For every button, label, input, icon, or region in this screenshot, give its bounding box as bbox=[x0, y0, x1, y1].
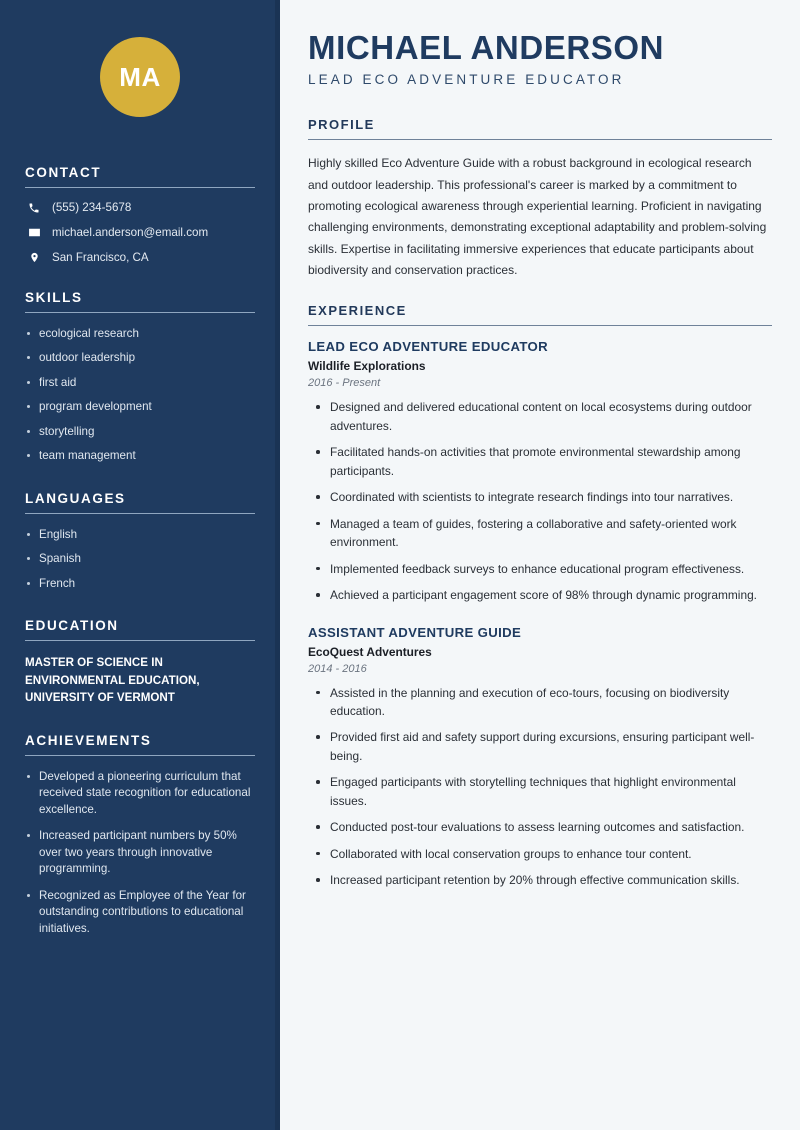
main-content bbox=[280, 0, 800, 1130]
contact-location-row[interactable] bbox=[25, 251, 255, 264]
contact-email-row[interactable] bbox=[25, 226, 255, 239]
phone-icon bbox=[25, 202, 43, 214]
list-item: Collaborated with local conservation groups to enhance tour content. bbox=[308, 845, 772, 863]
contact-location-text: San Francisco, CA bbox=[52, 251, 149, 264]
list-item: Managed a team of guides, fostering a collaborative and safety-oriented work environment. bbox=[308, 515, 772, 552]
list-item: Facilitated hands-on activities that promote environmental stewardship among participants. bbox=[308, 443, 772, 480]
list-item: English bbox=[25, 527, 255, 543]
list-item: ecological research bbox=[25, 326, 255, 342]
achievements-list bbox=[25, 769, 255, 937]
skills-divider bbox=[25, 312, 255, 313]
list-item: Achieved a participant engagement score of 98% through dynamic programming. bbox=[308, 586, 772, 604]
education-divider bbox=[25, 640, 255, 641]
avatar-container bbox=[25, 0, 255, 117]
education-section bbox=[25, 618, 255, 707]
page-title: MICHAEL ANDERSON bbox=[308, 29, 665, 66]
education-line: ENVIRONMENTAL EDUCATION, bbox=[25, 673, 200, 687]
contact-section bbox=[25, 165, 255, 264]
achievements-section bbox=[25, 733, 255, 937]
job-company: Wildlife Explorations bbox=[308, 359, 426, 374]
experience-section bbox=[308, 303, 772, 889]
list-item: Implemented feedback surveys to enhance educational program effectiveness. bbox=[308, 560, 772, 578]
avatar: MA bbox=[100, 37, 180, 117]
experience-entry bbox=[308, 339, 772, 604]
job-title: LEAD ECO ADVENTURE EDUCATOR bbox=[308, 339, 548, 355]
list-item: Conducted post-tour evaluations to assess learning outcomes and satisfaction. bbox=[308, 818, 772, 836]
job-title: ASSISTANT ADVENTURE GUIDE bbox=[308, 624, 522, 640]
job-role-subtitle: LEAD ECO ADVENTURE EDUCATOR bbox=[308, 72, 625, 88]
experience-divider bbox=[308, 325, 772, 326]
profile-text: Highly skilled Eco Adventure Guide with a robust background in ecological research and outdoor leadership. This professional's career is marked by a commitment to promoting ecological awareness through experiential learning. Proficient in navigating challenging environments, demonstrating exceptional adaptability and problem-solving skills. Expertise in facilitating immersive experiences that educate participants about biodiversity and conservation practices. bbox=[308, 156, 767, 278]
list-item: Increased participant retention by 20% through effective communication skills. bbox=[308, 871, 772, 889]
map-pin-icon bbox=[25, 251, 43, 264]
skills-section bbox=[25, 290, 255, 465]
list-item: Provided first aid and safety support during excursions, ensuring participant well-being. bbox=[308, 728, 772, 765]
job-bullets bbox=[308, 684, 772, 890]
profile-divider bbox=[308, 139, 772, 140]
languages-section bbox=[25, 491, 255, 592]
envelope-icon bbox=[25, 226, 43, 239]
skills-heading: SKILLS bbox=[25, 290, 83, 305]
contact-email-text: michael.anderson@email.com bbox=[52, 226, 209, 239]
profile-heading: PROFILE bbox=[308, 117, 375, 133]
languages-list bbox=[25, 527, 255, 592]
list-item: Designed and delivered educational content on local ecosystems during outdoor adventures. bbox=[308, 398, 772, 435]
contact-divider bbox=[25, 187, 255, 188]
experience-heading: EXPERIENCE bbox=[308, 303, 407, 319]
achievements-heading: ACHIEVEMENTS bbox=[25, 732, 152, 748]
sidebar bbox=[0, 0, 280, 1130]
list-item: storytelling bbox=[25, 424, 255, 440]
job-company: EcoQuest Adventures bbox=[308, 644, 432, 659]
list-item: Assisted in the planning and execution of eco-tours, focusing on biodiversity education. bbox=[308, 684, 772, 721]
languages-heading: LANGUAGES bbox=[25, 490, 126, 506]
achievements-divider bbox=[25, 755, 255, 756]
education-entry bbox=[25, 654, 255, 707]
list-item: Developed a pioneering curriculum that received state recognition for educational excellence. bbox=[25, 769, 255, 818]
contact-heading: CONTACT bbox=[25, 165, 102, 180]
list-item: Spanish bbox=[25, 551, 255, 567]
job-bullets bbox=[308, 398, 772, 604]
languages-divider bbox=[25, 513, 255, 514]
list-item: Engaged participants with storytelling techniques that highlight environmental issues. bbox=[308, 773, 772, 810]
job-dates: 2016 - Present bbox=[308, 377, 381, 390]
education-line: MASTER OF SCIENCE IN bbox=[25, 656, 163, 670]
list-item: Coordinated with scientists to integrate research findings into tour narratives. bbox=[308, 488, 772, 506]
list-item: program development bbox=[25, 399, 255, 415]
skills-list bbox=[25, 326, 255, 465]
list-item: Increased participant numbers by 50% over two years through innovative programming. bbox=[25, 828, 255, 877]
education-heading: EDUCATION bbox=[25, 618, 119, 634]
list-item: first aid bbox=[25, 375, 255, 391]
contact-phone-text: (555) 234-5678 bbox=[52, 201, 132, 214]
profile-section bbox=[308, 117, 772, 281]
list-item: team management bbox=[25, 448, 255, 464]
contact-phone-row[interactable] bbox=[25, 201, 255, 214]
education-line: UNIVERSITY OF VERMONT bbox=[25, 691, 175, 705]
list-item: French bbox=[25, 576, 255, 592]
list-item: Recognized as Employee of the Year for outstanding contributions to educational initiatives. bbox=[25, 888, 255, 937]
job-dates: 2014 - 2016 bbox=[308, 662, 367, 675]
list-item: outdoor leadership bbox=[25, 350, 255, 366]
experience-entry bbox=[308, 625, 772, 890]
